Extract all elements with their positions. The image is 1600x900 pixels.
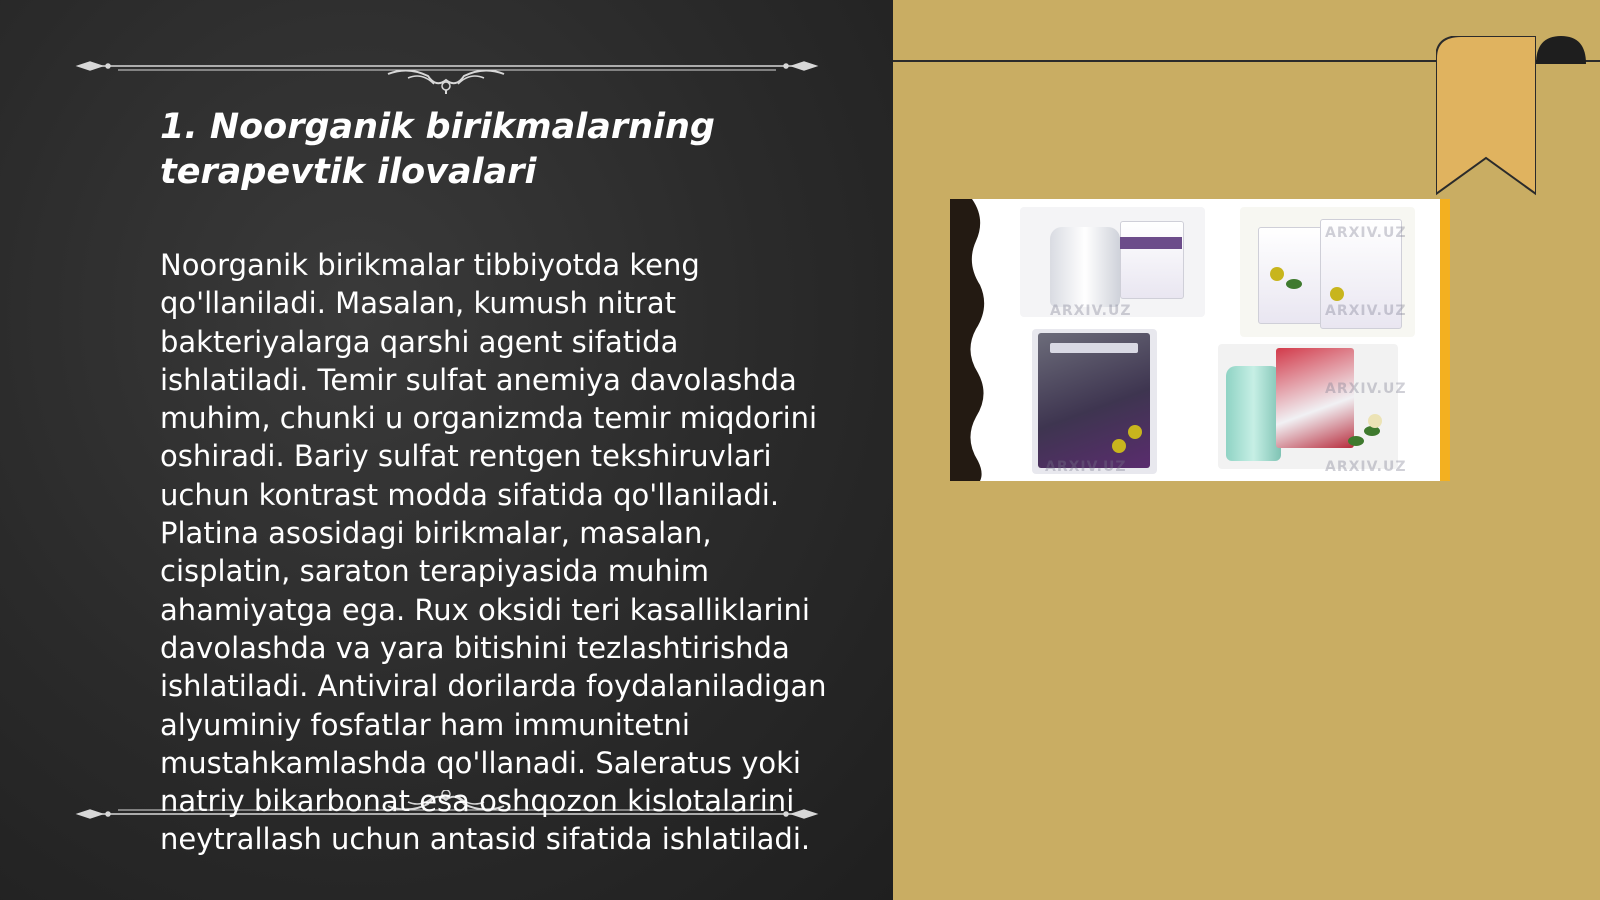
product-group-1 (1020, 207, 1205, 317)
slide-body-text: Noorganik birikmalar tibbiyotda keng qo'llaniladi. Masalan, kumush nitrat bakteriyalarga qarshi agent sifatida ishlatiladi. Temir sulfat anemiya davolashda muhim, chunki u organizmda temir miqdorini oshiradi. Bariy sulfat rentgen tekshiruvlari uchun kontrast modda sifatida qo'llaniladi. Platina asosidagi birikmalar, masalan, cisplatin, saraton terapiyasida muhim ahamiyatga ega. Rux oksidi teri kasalliklarini davolashda va yara bitishini tezlashtirishda ishlatiladi. Antiviral dorilarda foydalaniladigan alyuminiy fosfatlar ham immunitetni mustahkamlashda qo'llanadi. Saleratus yoki natriy bikarbonat esa oshqozon kislotalarini neytrallash uchun antasid sifatida ishlatiladi. (160, 248, 827, 857)
watermark-text: ARXIV.UZ (1325, 459, 1407, 475)
product-photo (950, 199, 1450, 481)
product-label-band (1050, 343, 1138, 353)
product-box (1276, 348, 1354, 448)
watermark-text: ARXIV.UZ (1045, 459, 1127, 475)
flower-icon (1368, 414, 1382, 428)
product-bottle (1050, 227, 1120, 307)
flower-icon (1330, 287, 1344, 301)
slide-title: 1. Noorganik birikmalarning terapevtik ilovalari (160, 107, 715, 192)
watermark-text: ARXIV.UZ (1325, 381, 1407, 397)
watermark-text: ARXIV.UZ (1050, 303, 1132, 319)
torn-edge-icon (950, 199, 990, 481)
flower-icon (1112, 439, 1126, 453)
flower-icon (1270, 267, 1284, 281)
ornament-divider-top-icon (68, 44, 826, 94)
leaf-icon (1348, 436, 1364, 446)
watermark-text: ARXIV.UZ (1325, 225, 1407, 241)
bookmark-fold-icon (1536, 36, 1586, 64)
product-box (1038, 333, 1150, 468)
product-group-4 (1218, 344, 1398, 469)
product-bottle (1226, 366, 1281, 461)
bookmark-ribbon-icon (1436, 36, 1536, 196)
product-box (1120, 221, 1184, 299)
watermark-text: ARXIV.UZ (1325, 303, 1407, 319)
product-group-3 (1032, 329, 1157, 474)
flower-icon (1128, 425, 1142, 439)
leaf-icon (1286, 279, 1302, 289)
product-label-band (1120, 237, 1182, 249)
